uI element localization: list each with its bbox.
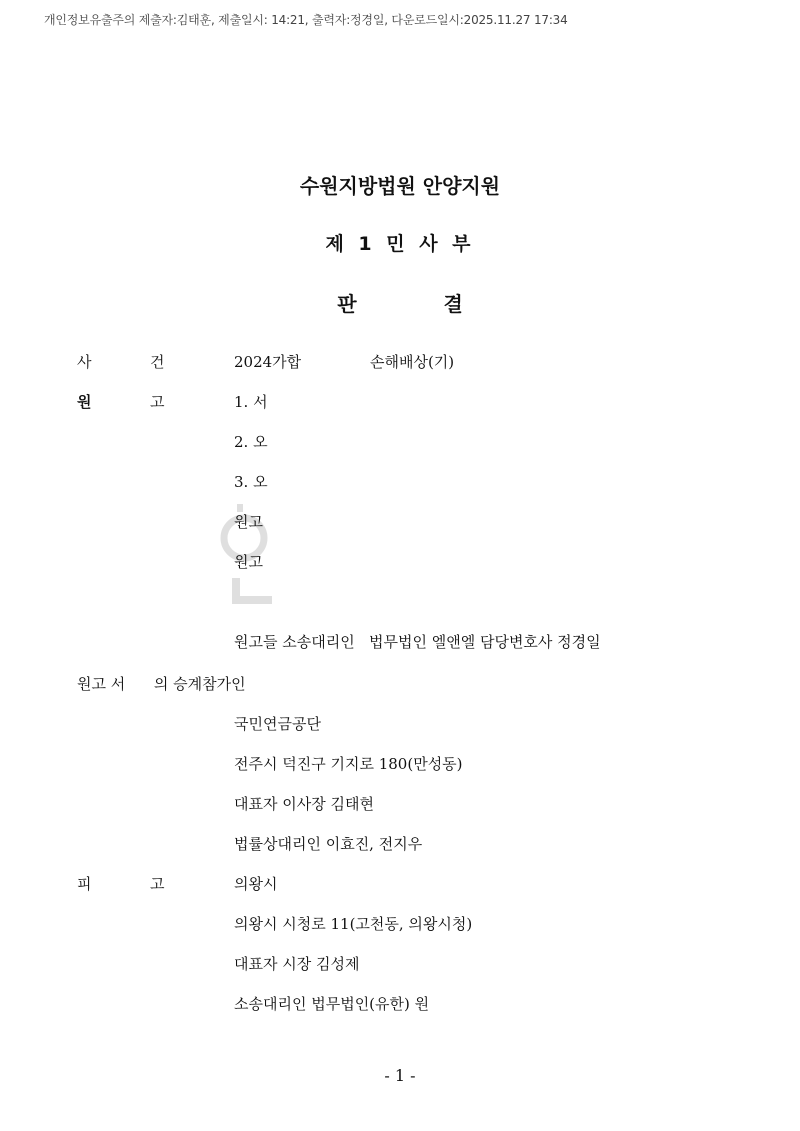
defendant-line: 대표자 시장 김성제	[234, 955, 360, 973]
plaintiff-label-a: 원	[77, 393, 92, 411]
plaintiff-counsel: 원고들 소송대리인 법무법인 엘앤엘 담당변호사 정경일	[234, 633, 601, 651]
defendant-line: 의왕시	[234, 875, 278, 893]
document-type: 판 결	[337, 292, 463, 316]
plaintiff-line: 원고	[234, 553, 263, 571]
plaintiff-label-b: 고	[150, 393, 165, 411]
plaintiff-line: 1. 서	[234, 393, 268, 411]
division-name: 제 1 민 사 부	[325, 233, 475, 255]
intervenor-line: 법률상대리인 이효진, 전지우	[234, 835, 423, 853]
intervenor-line: 국민연금공단	[234, 715, 321, 733]
defendant-line: 의왕시 시청로 11(고천동, 의왕시청)	[234, 915, 473, 933]
court-name: 수원지방법원 안양지원	[299, 174, 501, 198]
case-label-b: 건	[150, 353, 165, 371]
privacy-header: 개인정보유출주의 제출자:김태훈, 제출일시: 14:21, 출력자:정경일, 다운로드일시:2025.11.27 17:34	[44, 13, 568, 27]
defendant-label-b: 고	[150, 875, 165, 893]
page-number: - 1 -	[384, 1066, 416, 1085]
plaintiff-line: 원고	[234, 513, 263, 531]
intervenor-line: 전주시 덕진구 기지로 180(만성동)	[234, 755, 463, 773]
plaintiff-line: 3. 오	[234, 473, 268, 491]
defendant-label-a: 피	[77, 875, 92, 893]
case-label-a: 사	[77, 353, 92, 371]
intervenor-line: 대표자 이사장 김태현	[234, 795, 374, 813]
intervenor-label: 원고 서 의 승계참가인	[77, 675, 246, 693]
case-number: 2024가합	[234, 353, 302, 371]
defendant-line: 소송대리인 법무법인(유한) 원	[234, 995, 430, 1013]
watermark-seal	[214, 500, 274, 610]
plaintiff-line: 2. 오	[234, 433, 268, 451]
case-name: 손해배상(기)	[370, 353, 455, 371]
